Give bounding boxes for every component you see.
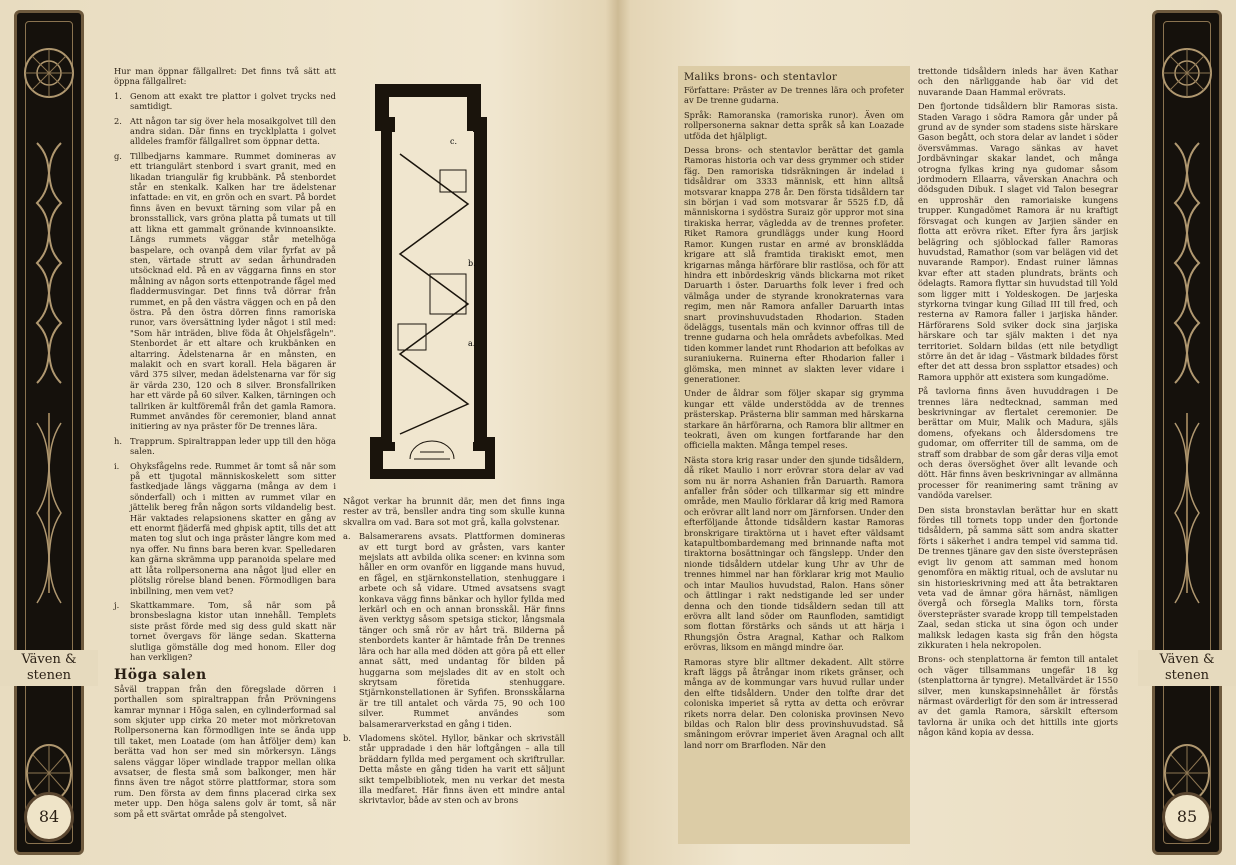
column-paragraph: trettonde tidsåldern inleds har även Kathar och den närliggande hab öar vid det nuvarande Daan Hammal erövrats. bbox=[918, 66, 1118, 97]
list-item bbox=[114, 91, 336, 112]
border-label-line1: Väven & bbox=[21, 652, 77, 667]
celtic-knot-ornament-icon bbox=[1155, 13, 1219, 852]
col2-intro: Något verkar ha brunnit där, men det finns inga rester av trä, bensller andra ting som skulle kunna skvallra om vad. Bara sot mot grå, kalla golvstenar. bbox=[343, 496, 565, 527]
border-label-line2: stenen bbox=[26, 668, 72, 683]
item-text: Balsamerarens avsats. Plattformen domineras av ett turgt bord av gråsten, vars kanter mejslats att avbilda olika scener: en kvinna som håller en orm ovanför en liggande mans huvud, en fågel, en stjärnkonstellation, stenhuggare i arbete och så vidare. Utmed avsatsens svagt konkava vägg finns bänkar och hyllor fyllda med lerkärl och en och annan bronsskål. Här finns även verktyg såsom spetsiga stickor, långsmala tänger och små rör av hårt trä. Bilderna på stenbordets kanter är hämtade från De trennes lära och har alla med döden att göra på ett eller annat sätt, med undantag för bilden på huggarna som mejslades dit av en stolt och skrytsam företida stenhuggare. Stjärnkonstellationen är Syfifen. Bronsskålarna är tre till antalet och värda 75, 90 och 100 silver. Rummet användes som balsamerarverkstad en gång i tiden. bbox=[359, 531, 565, 729]
left-border bbox=[0, 0, 98, 865]
item-text: Genom att exakt tre plattor i golvet trycks ned samtidigt. bbox=[130, 90, 336, 112]
list-item bbox=[114, 116, 336, 147]
map-label-b: b. bbox=[468, 259, 476, 268]
box-paragraph: Språk: Ramoranska (ramoriska runor). Även om rollpersonerna saknar detta språk så kan Loazade utföda det hjälpligt. bbox=[684, 109, 904, 141]
column-paragraph: Brons- och stenplattorna är femton till antalet och väger tillsammans ungefär 18 kg (stenplattorna är tyngre). Metallvärdet är 1550 silver, men kunskapsinnehållet är förstås närmast ovärderligt för den som är intresserad av det gamla Ramora, särskilt eftersom tavlorna är unika och det hittills inte gjorts någon känd kopia av dessa. bbox=[918, 654, 1118, 738]
box-paragraph: Ramoras styre blir alltmer dekadent. Allt större kraft läggs på åtrångar inom rikets gränser, och många av de kommungar vars huvud rullar under den elfte tidsåldern. Under den tolfte drar det coloniska imperiet så rytta av detta och erövrar rikets norra delar. Den coloniska provinsen Nevo bildas och Ralon blir dess provinshuvudstad. Så småningom erövrar imperiet även Aragnal och allt land norr om Brarfloden. När den bbox=[684, 656, 904, 750]
page-85-column bbox=[918, 66, 1118, 742]
item-label: 2. bbox=[114, 115, 122, 126]
map-label-a: a. bbox=[468, 339, 476, 348]
page-84-column-1 bbox=[114, 66, 336, 823]
item-label: h. bbox=[114, 435, 122, 446]
box-title: Maliks brons- och stentavlor bbox=[684, 72, 838, 83]
right-ornament-pillar bbox=[1152, 10, 1222, 855]
item-text: Att någon tar sig över hela mosaikgolvet till den andra sidan. Där finns en trycklplatta i golvet alldeles framför fällgallret som öppnar detta. bbox=[130, 115, 336, 147]
item-text: Tillbedjarns kammare. Rummet domineras av ett triangulärt stenbord i svart granit, med en likadan triangulär fig krubbänk. På stenbordet står en stenkalk. Kalken har tre ädelstenar infattade: en vit, en grön och en svart. På bordet finns även en bevuxt tärning som vilar på en bronsstallick, vars gröna platta på tumats ut till att likna ett gammalt grönande kvinnoansikte. Längs rummets väggar står metelhöga baspelare, och ovanpå dem vilar fyrfat av på sten, värtade strutt av sedan århundraden utsöcknad eld. På en av väggarna finns en stor målning av någon sorts ettenpotrande fågel med fladdermusvingar. Det finns två dörrar från rummet, en på den västra väggen och en på den östra. På den östra dörren finns ramoriska runor, vars översättning lyder något i stil med: "Som här inträden, blive föda åt Ohjelsfågeln". Stenbordet är ett altare och krukbänken en altarring. Ädelstenarna är en månsten, en malakit och en svart korall. Hela bägaren är värd 375 silver, medan ädelstenarna var för sig är värda 230, 120 och 8 silver. Bronsfallriken har ett värde på 60 silver. Kalken, tärningen och tallriken är kultföremål från det gamla Ramora. Rummet användes för ceremonier, bland annat initiering av nya präster för De trennes lära. bbox=[130, 150, 336, 432]
border-label-line1: Väven & bbox=[1159, 652, 1215, 667]
hall-paragraph: Såväl trappan från den föregslade dörren i porthallen som spiraltrappan från Prövningens kamrar mynnar i Höga salen, en cylinderformad sal som skjuter upp cirka 20 meter mot mörkretovan Rollpersonerna kan förmodligen inte se ända upp till taket, men Loatade (om han åtföljer dem) kan berätta vad hon ser med sin mörkersyn. Längs salens väggar löper windlade trappor mellan olika avsatser, de flesta små som balkonger, men här finns även tre något större plattformar, stora som rum. Den första av dem finns placerad cirka sex meter upp. Den höga salens golv är tomt, så när som på ett svärtat område på stengolvet. bbox=[114, 683, 336, 819]
box-paragraph: Nästa stora krig rasar under den sjunde tidsåldern, då riket Maulio i norr erövrar stora delar av vad som nu är norra Ashanien från Daruarth. Ramora anfaller från söder och tillkarmar sig ett mindre område, men Maulio förklarar då krig med Ramora och erövrar allt land norr om Järnforsen. Under den efterföljande åttonde tidsåldern kastar Ramoras bronskrigare tiraktörna ut i havet efter väldsamt katapultbombardemang med brinnande nafta mot tiraktorna bosättningar och fängslepp. Under den nionde tidsåldern utdelar kung Uhr av Uhr de trennes himmel nar han förklarar krig mot Maulio och intar Maulios huvudstad, Ralon. Hans söner och ättlingar i rakt nedstigande led ser under denna och den tionde tidsåldern sedan till att erövra allt land söder om Raunfloden, samtidigt som flottan förstärks och sänds ut att härja i Rhungsjön Östra Aragnal, Kathar och Ralkom erövras, liksom en mängd mindre öar. bbox=[684, 454, 904, 653]
item-text: Skattkammare. Tom, så när som på bronsbeslagna kistor utan innehåll. Templets siste präst förde med sig dess guld skatt när tornet övergavs för länge sedan. Skatterna slutliga gömställe dog med honom. Eller dog han verkligen? bbox=[130, 599, 336, 662]
page-84-column-2 bbox=[343, 496, 565, 810]
map-label-c: c. bbox=[450, 137, 458, 146]
page-number-84: 84 bbox=[24, 792, 74, 842]
item-label: i. bbox=[114, 460, 120, 471]
box-paragraph: Dessa brons- och stentavlor berättar det gamla Ramoras historia och var dess grymmer och stider fäg. Den ramoriska tidsräkningen är indelad i tidsåldrar om 3333 människ, ett hinn alltså motsvarar knappa 278 år. Den första tidsåldern tar sin början i vad som motsvarar år 5525 f.D, då människorna i sydöstra Suraiz gör uppror mot sina tirakiska herrar, vägledda av de trennes profeter. Riket Ramora grundläggs under kung Hoord Ramor. Kungen rustar en armé av bronsklädda krigare att slå framtida tirakiskt emot, men krigarnas många härförare blir rastlösa, och för att hindra ett inbördeskrig vänds blickarna mot riket Daruarth i öster. Daruarths folk lever i fred och välmåga under de styrande kronokraternas vara regim, men när Ramora anfaller Daruarth intas snart provinshuvudstaden Rhodarion. Staden ödeläggs, tusentals män och kvinnor offras till de trenne gudarna och hela områdets avbefolkas. Med tiden kommer landet runt Rhodarion att befolkas av suraniukerna. Ruinerna efter Rhodarion faller i glömska, men minnet av slakten lever vidare i generationer. bbox=[684, 145, 904, 384]
intro-paragraph: Hur man öppnar fällgallret: Det finns två sätt att öppna fällgallret: bbox=[114, 66, 336, 87]
item-text: Trapprum. Spiraltrappan leder upp till den höga salen. bbox=[130, 435, 336, 457]
item-label: 1. bbox=[114, 90, 122, 101]
page-number-85: 85 bbox=[1162, 792, 1212, 842]
celtic-knot-ornament-icon bbox=[17, 13, 81, 852]
section-heading: Höga salen bbox=[114, 667, 207, 684]
left-border-label bbox=[0, 650, 98, 686]
left-ornament-pillar bbox=[14, 10, 84, 855]
item-label: a. bbox=[343, 531, 351, 542]
right-border-label bbox=[1138, 650, 1236, 686]
box-paragraph: Författare: Präster av De trennes lära och profeter av De trenne gudarna. bbox=[684, 85, 904, 106]
item-label: b. bbox=[343, 732, 351, 743]
border-label-line2: stenen bbox=[1164, 668, 1210, 683]
item-text: Vladomens skötel. Hyllor, bänkar och skrivställ står uppradade i den här loftgången – alla till bräddarn fyllda med pergament och skriftrullar. Detta måste en gång tiden ha varit ett säljunt sikt tempelbibliotek, men nu verkar det mesta illa medfaret. Här finns även ett mindre antal skrivtavlor, både av sten och av brons bbox=[359, 732, 565, 806]
item-text: Ohyksfågelns rede. Rummet är tomt så när som på ett tjugotal människoskelett som sitter fastkedjade längs väggarna (många av dem i sönderfall) och i mitten av rummet vilar en jättelik bereg från någon sorts vildandelig best. Här vaktades relapsionens skatter en gång av ett enormt fjäderfä med ghpisk aptit, tills det att maten tog slut och inga präster längre kom med nya offer. Nu finns bara beren kvar. Spelledaren kan gärna skrämma upp paranoida spelare med att låta rollpersonerna ana något ljud eller en plötslig rörelse bland benen. Förmodligen bara inbillning, men vem vet? bbox=[130, 460, 336, 596]
tower-floor-map bbox=[370, 84, 495, 479]
column-paragraph: Den sista bronstavlan berättar hur en skatt fördes till tornets topp under den fjortonde tidsåldern, på samma sätt som andra skatter förts i säkerhet i andra tempel vid samma tid. De trennes tjänare gav den siste överstepräsen evigt liv genom att samman med honom genomföra en mäktig ritual, och de avslutar nu sin historieskrivning med att åta betraktaren veta vad de ämnar göra härnäst, nämligen övergå och försegla Maliks torn, första överstepräster svarade kropp till tempelstaden Zaal, sedan sticka ut sina ögon och under maliksk ledagen kasta sig från den högsta zikkuraten i hela nekropolen. bbox=[918, 504, 1118, 650]
right-border bbox=[1138, 0, 1236, 865]
item-label: j. bbox=[114, 599, 120, 610]
list-item bbox=[343, 733, 565, 806]
box-paragraph: Under de åldrar som följer skapar sig grymma kungar ett välde understödda av de trennes prästerskap. Prästerna blir samman med härskarna starkare än härförarna, och Ramora blir alltmer en teokrati, även om kungen fortfarande har den officiella makten. Många tempel reses. bbox=[684, 388, 904, 451]
item-label: g. bbox=[114, 150, 122, 161]
box-text bbox=[684, 85, 904, 750]
column-paragraph: Den fjortonde tidsåldern blir Ramoras sista. Staden Varago i södra Ramora går under på grund av de synder som stadens siste härskare Gason begått, och stora delar av landet i söder översvämmas. Varago sänkas av havet Jordbävningar skakar landet, och många otrogna fylkas kring nya gudomar såsom jordmodern Ellaarra, våverskan Anachra och dödsguden Dibuk. I slaget vid Talon besegrar en upproshär den ramoriaiske kungens trupper. Kungadömet Ramora är nu kraftigt försvagat och kungen av Jarjien sänder en flotta att erövra riket. Efter fyra års jarjisk belägring och sjöblockad faller Ramoras huvudstad, Ramathor (som var belägen vid det nuvarande Rampor). Endast ruiner lämnas kvar efter att staden plundrats, bränts och ödelagts. Ramora flyttar sin huvudstad till Yold som ligger mitt i Yoldeskogen. De jarjeska styrkorna tvingar kung Giliad III till fred, och resterna av Ramora faller i jarjiska händer. Härförarens Sold sviker dock sina jarjiska härskare och tar själv makten i det nya territoriet. Soldarn bildas (ett nile betydligt större än det är idag – Västmark bildades först efter det att dessa bron ssplattor etsades) och Ramora upphör att existera som kungadöme. bbox=[918, 101, 1118, 382]
list-item bbox=[114, 461, 336, 596]
column-paragraph: På tavlorna finns även huvuddragen i De trennes lära nedtecknad, samman med beskrivningar av flertalet ceremonier. De berättar om Muir, Malik och Madura, själs domens, ofyekans och åldersdomens tre gudomar, om offerriter till de samma, om de straff som drabbar de som går deras vilja emot och deras översöghet över allt levande och dött. Här finns även beskrivningar av allmänna processer för reanimering samt träning av vandöda varelser. bbox=[918, 386, 1118, 501]
list-item bbox=[114, 151, 336, 432]
list-item bbox=[114, 600, 336, 662]
list-item bbox=[343, 531, 565, 729]
list-item bbox=[114, 436, 336, 457]
sidebar-box bbox=[678, 66, 910, 844]
